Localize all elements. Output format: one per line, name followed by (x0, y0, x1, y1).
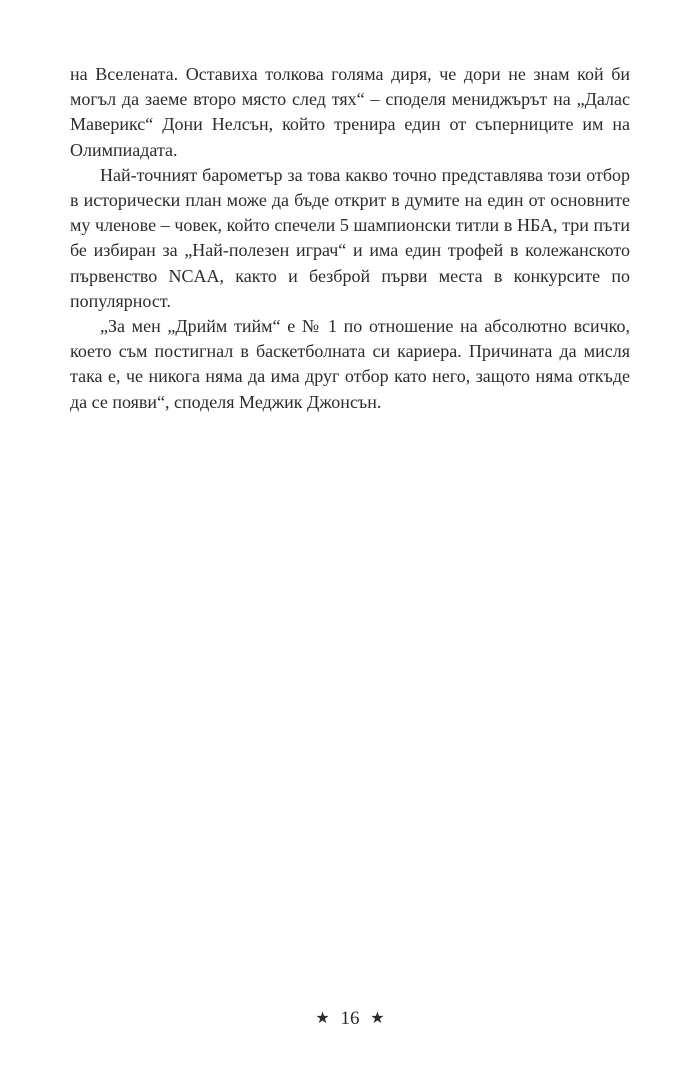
page-footer (0, 1006, 700, 1031)
page-body (70, 62, 630, 415)
paragraph-continuation: на Вселената. Оставиха толкова голяма диря, че дори не знам кой би могъл да заеме второ място след тях“ – споделя мениджърът на „Далас Маверикс“ Дони Нелсън, който тренира един от съперниците им на Олимпиадата. (70, 64, 630, 160)
star-icon: ★ (370, 1008, 385, 1027)
star-icon: ★ (315, 1008, 330, 1027)
page-number: 16 (340, 1008, 360, 1029)
paragraph-barometer: Най-точният барометър за това какво точно представлява този отбор в исторически план може да бъде открит в думите на един от основните му членове – човек, който спечели 5 шампионски титли в НБА, три пъти бе избиран за „Най-полезен играч“ и има един трофей в колежанското първенство NCAA, както и безброй първи места в конкурсите по популярност. (70, 164, 630, 311)
paragraph-magic-quote: „За мен „Дрийм тийм“ е № 1 по отношение на абсолютно всичко, което съм постигнал в баскетболната си кариера. Причината да мисля така е, че никога няма да има друг отбор като него, защото няма откъде да се появи“, споделя Меджик Джонсън. (70, 316, 630, 412)
